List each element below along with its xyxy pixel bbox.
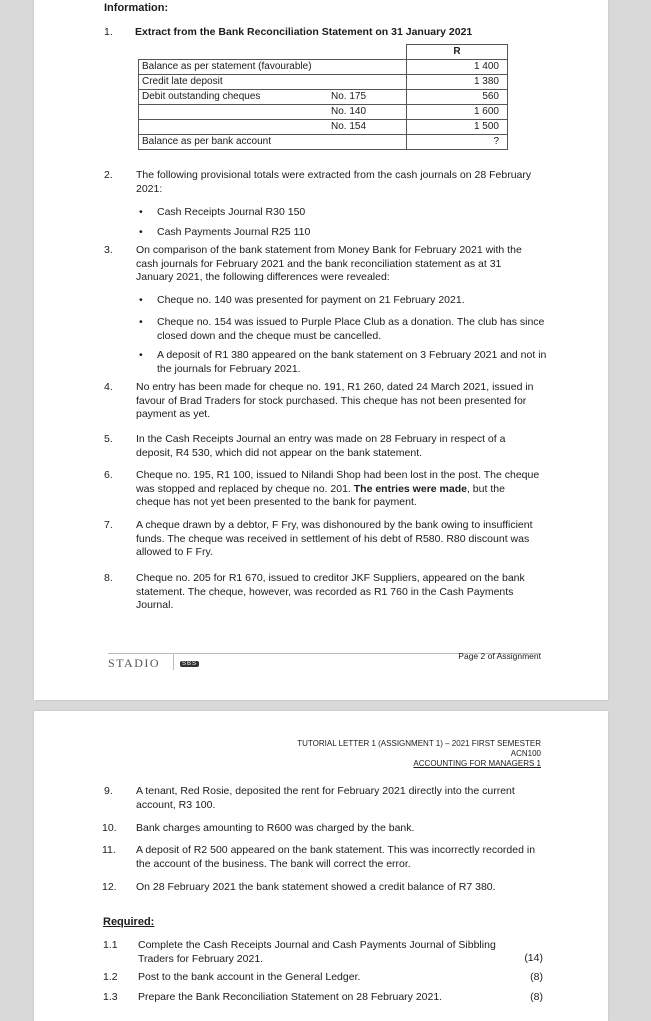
required-heading: Required: bbox=[103, 916, 155, 928]
information-heading: Information: bbox=[104, 2, 169, 14]
section-1-number: 1. bbox=[104, 26, 113, 38]
stadio-logo: STADIO bbox=[108, 656, 161, 670]
table-row: No. 140 1 600 bbox=[139, 105, 508, 120]
reconciliation-table bbox=[138, 44, 508, 150]
header-tutorial-letter: TUTORIAL LETTER 1 (ASSIGNMENT 1) – 2021 FIRST SEMESTER bbox=[297, 739, 541, 748]
page-number: Page 2 of Assignment bbox=[458, 651, 541, 661]
sbs-badge: SBS bbox=[182, 661, 198, 667]
header-course-name: ACCOUNTING FOR MANAGERS 1 bbox=[413, 759, 541, 768]
document-page-1: Information: 1. Extract from the Bank Reconciliation Statement on 31 January 2021 R Balance as per statement (favourable) 1 400 Credit late deposit 1 380 Debit outstanding cheques No. 175 560 No. 140 1 600 No. 154 1 500 Balance as per bank account ? 2. The following provisional totals were extracted from the cash journals on 28 February 2021: • Cash Receipts Journal R30 150 • Cash Payments Journal R25 110 3. On comparison of the bank statement from Money Bank for February 2021 with the cash journals for February 2021 and the bank reconciliation statement as at 31 January 2021, the following differences were revealed: • Cheque no. 140 was presented for payment on 21 February 2021. • Cheque no. 154 was issued to Purple Place Club as a donation. The club has since closed down and the cheque must be cancelled. • A deposit of R1 380 appeared on the bank statement on 3 February 2021 and not in the journals for February 2021. 4. No entry has been made for cheque no. 191, R1 260, dated 24 March 2021, issued in favour of Brad Traders for stock purchased. This cheque has not been presented for payment as yet. 5. In the Cash Receipts Journal an entry was made on 28 February in respect of a deposit, R4 530, which did not appear on the bank statement. 6. Cheque no. 195, R1 100, issued to Nilandi Shop had been lost in the post. The cheque was stopped and replaced by cheque no. 201. The entries were made, but the cheque has not yet been presented to the bank for payment. 7. A cheque drawn by a debtor, F Fry, was dishonoured by the bank owing to insufficient funds. The cheque was received in settlement of his debt of R580. R80 discount was allowed to F Fry. 8. Cheque no. 205 for R1 670, issued to creditor JKF Suppliers, appeared on the bank statement. The cheque, however, was recorded as R1 760 in the Cash Payments Journal. STADIO SBS Page 2 of Assignment bbox=[34, 0, 608, 700]
table-row: Credit late deposit 1 380 bbox=[139, 75, 508, 90]
table-row: Debit outstanding cheques No. 175 560 bbox=[139, 90, 508, 105]
document-page-2: TUTORIAL LETTER 1 (ASSIGNMENT 1) – 2021 FIRST SEMESTER ACN100 ACCOUNTING FOR MANAGERS 1 9. A tenant, Red Rosie, deposited the rent for February 2021 directly into the current account, R3 100. 10. Bank charges amounting to R600 was charged by the bank. 11. A deposit of R2 500 appeared on the bank statement. This was incorrectly recorded in the account of the business. The bank will correct the error. 12. On 28 February 2021 the bank statement showed a credit balance of R7 380. Required: 1.1 Complete the Cash Receipts Journal and Cash Payments Journal of Sibbling Traders for February 2021. (14) 1.2 Post to the bank account in the General Ledger. (8) 1.3 Prepare the Bank Reconciliation Statement on 28 February 2021. (8) bbox=[34, 711, 608, 1021]
header-course-code: ACN100 bbox=[510, 749, 541, 758]
currency-header: R bbox=[407, 45, 508, 60]
section-1-title: Extract from the Bank Reconciliation Statement on 31 January 2021 bbox=[135, 26, 473, 38]
table-row: Balance as per statement (favourable) 1 400 bbox=[139, 60, 508, 75]
logo-separator bbox=[173, 654, 174, 670]
table-row: No. 154 1 500 bbox=[139, 120, 508, 135]
table-row: Balance as per bank account ? bbox=[139, 135, 508, 150]
table-header-row bbox=[139, 45, 508, 60]
